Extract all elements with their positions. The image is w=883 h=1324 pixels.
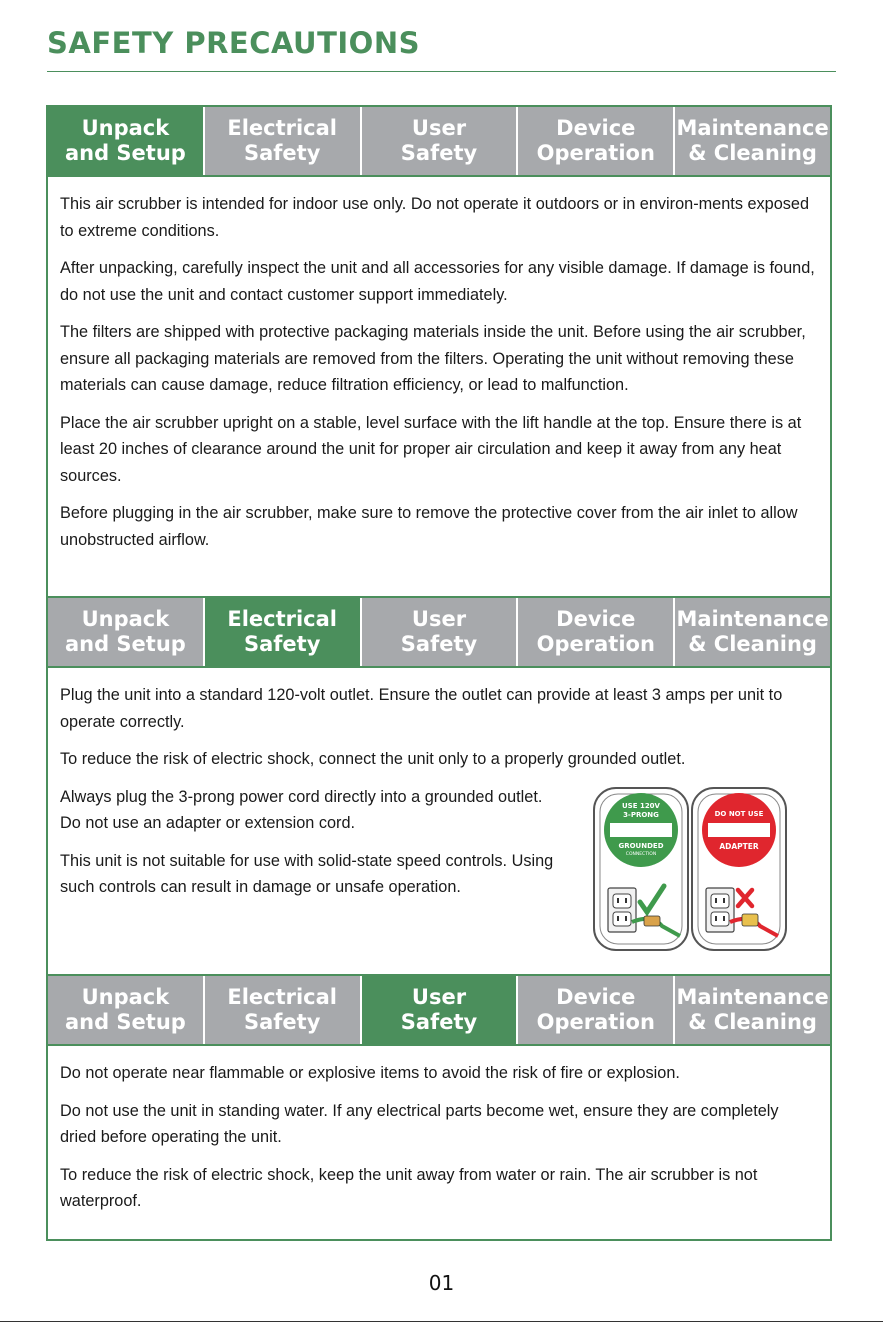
svg-text:DO NOT USE: DO NOT USE (714, 810, 764, 818)
section-body (48, 177, 830, 553)
tab-electrical-safety[interactable]: Electrical Safety (205, 107, 362, 175)
tab-unpack-and-setup[interactable]: Unpack and Setup (48, 598, 205, 666)
paragraph: This air scrubber is intended for indoor use only. Do not operate it outdoors or in environ-ments exposed to extreme conditions. (60, 195, 810, 240)
title-divider (47, 71, 836, 72)
svg-text:3-PRONG: 3-PRONG (623, 811, 659, 819)
svg-text:ADAPTER: ADAPTER (719, 842, 759, 851)
paragraph: Plug the unit into a standard 120-volt outlet. Ensure the outlet can provide at least 3 amps per unit to operate correctly. (60, 686, 783, 731)
paragraph: Do not operate near flammable or explosive items to avoid the risk of fire or explosion. (60, 1064, 680, 1082)
svg-text:USE 120V: USE 120V (622, 802, 660, 810)
tab-unpack-and-setup[interactable]: Unpack and Setup (48, 107, 205, 175)
section-unpack-and-setup (46, 105, 832, 598)
tab-device-operation[interactable]: Device Operation (518, 976, 675, 1044)
tab-device-operation[interactable]: Device Operation (518, 598, 675, 666)
section-user-safety (46, 974, 832, 1241)
tab-maintenance-and-cleaning[interactable]: Maintenance & Cleaning (675, 976, 830, 1044)
svg-text:CONNECTION: CONNECTION (625, 852, 657, 857)
tab-unpack-and-setup[interactable]: Unpack and Setup (48, 976, 205, 1044)
page-number: 01 (428, 1271, 455, 1295)
section-electrical-safety (46, 596, 832, 976)
no-adapter-badge (702, 793, 776, 867)
paragraph: Before plugging in the air scrubber, make sure to remove the protective cover from the air inlet to allow unobstructed airflow. (60, 504, 798, 549)
tab-electrical-safety[interactable]: Electrical Safety (205, 598, 362, 666)
paragraph: To reduce the risk of electric shock, connect the unit only to a properly grounded outlet. (60, 750, 686, 768)
tab-bar (48, 976, 830, 1046)
outlet-icon (608, 888, 636, 932)
tab-electrical-safety[interactable]: Electrical Safety (205, 976, 362, 1044)
section-body (48, 1046, 830, 1215)
outlet-safety-illustration (592, 786, 790, 952)
page-title: SAFETY PRECAUTIONS (47, 26, 420, 60)
tab-user-safety[interactable]: User Safety (362, 976, 519, 1044)
text-column (60, 784, 560, 901)
tab-maintenance-and-cleaning[interactable]: Maintenance & Cleaning (675, 598, 830, 666)
bottom-divider (0, 1321, 883, 1322)
grounded-connection-badge (604, 793, 678, 867)
paragraph: To reduce the risk of electric shock, keep the unit away from water or rain. The air scrubber is not waterproof. (60, 1165, 758, 1210)
outlet-icon (706, 888, 734, 932)
paragraph: Do not use the unit in standing water. If any electrical parts become wet, ensure they are completely dried before operating the unit. (60, 1101, 779, 1146)
paragraph: The filters are shipped with protective packaging materials inside the unit. Before using the air scrubber, ensure all packaging materials are removed from the filters. Operating the unit without removing these materials can cause damage, reduce filtration efficiency, or lead to malfunction. (60, 323, 806, 394)
paragraph: Always plug the 3-prong power cord directly into a grounded outlet. Do not use an adapter or extension cord. (60, 787, 543, 832)
svg-text:GROUNDED: GROUNDED (618, 842, 664, 850)
paragraph: This unit is not suitable for use with solid-state speed controls. Using such controls can result in damage or unsafe operation. (60, 851, 554, 896)
paragraph: After unpacking, carefully inspect the unit and all accessories for any visible damage. If damage is found, do not use the unit and contact customer support immediately. (60, 259, 815, 304)
tab-user-safety[interactable]: User Safety (362, 598, 519, 666)
tab-maintenance-and-cleaning[interactable]: Maintenance & Cleaning (675, 107, 830, 175)
tab-device-operation[interactable]: Device Operation (518, 107, 675, 175)
tab-bar (48, 598, 830, 668)
tab-bar (48, 107, 830, 177)
tab-user-safety[interactable]: User Safety (362, 107, 519, 175)
paragraph: Place the air scrubber upright on a stable, level surface with the lift handle at the top. Ensure there is at least 20 inches of clearance around the unit for proper air circulation and keep it away from any heat sources. (60, 413, 802, 485)
